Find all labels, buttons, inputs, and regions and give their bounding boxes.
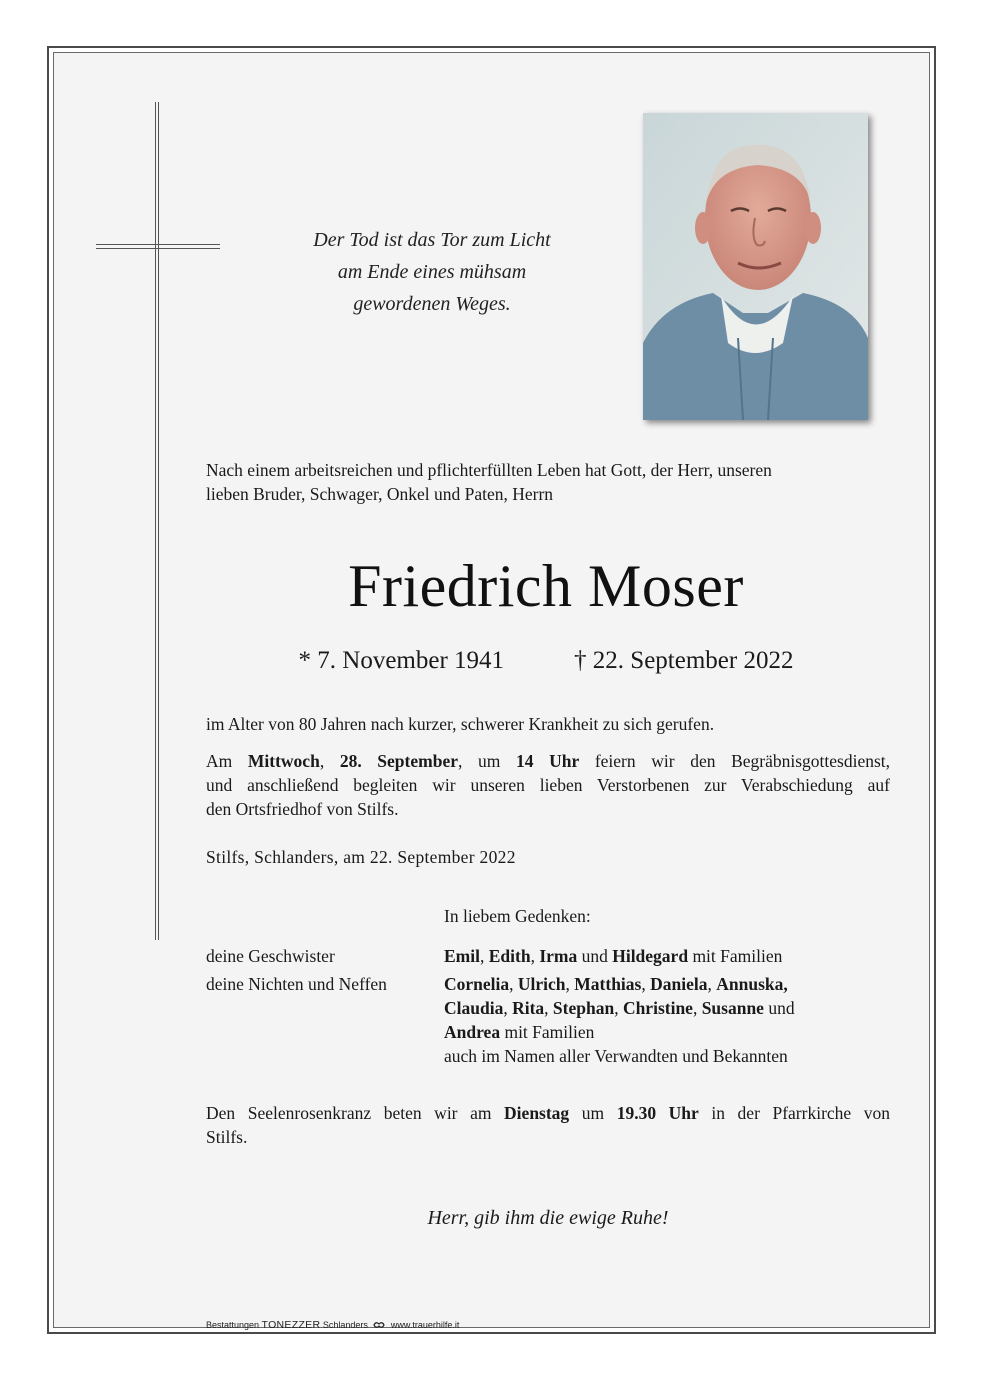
rosary-day: Dienstag [504,1103,570,1123]
deceased-name: Friedrich Moser [348,553,744,619]
footer-imprint: Bestattungen TONEZZER Schlanders www.trauerhilfe.it [206,1319,460,1331]
portrait-icon [643,113,868,420]
age-text: im Alter von 80 Jahren nach kurzer, schwerer Krankheit zu sich gerufen. [206,714,715,734]
trauerhilfe-logo-icon [373,1320,385,1330]
footer-brand: TONEZZER [261,1319,321,1331]
intro-text [206,458,866,506]
funeral-day: Mittwoch [247,751,320,771]
intro-line: Nach einem arbeitsreichen und pflichterfüllten Leben hat Gott, der Herr, unseren [206,460,772,480]
mourners-closing-line: auch im Namen aller Verwandten und Bekannten [444,1046,788,1066]
quote-line: gewordenen Weges. [353,293,511,315]
death-date: † 22. September 2022 [574,647,794,674]
quote [262,224,602,320]
funeral-date: 28. September [339,751,458,771]
mourners-label: In liebem Gedenken: [444,906,591,926]
life-dates [206,644,886,678]
funeral-time: 14 Uhr [515,751,580,771]
nieces-names: Cornelia, Ulrich, Matthias, Daniela, Annuska, Claudia, Rita, Stephan, Christine, Susanne und Andrea mit Familien auch im Namen aller Verwandten und Bekannten [444,972,864,1068]
footer-url[interactable]: www.trauerhilfe.it [390,1320,460,1330]
quote-line: am Ende eines mühsam [337,261,527,283]
siblings-names: Emil, Edith, Irma und Hildegard mit Familien [444,946,783,966]
closing-prayer: Herr, gib ihm die ewige Ruhe! [427,1207,669,1229]
rosary-paragraph: Den Seelenrosenkranz beten wir am Dienstag um 19.30 Uhr in der Pfarrkirche von Stilfs. [206,1103,890,1147]
funeral-paragraph: Am Mittwoch, 28. September, um 14 Uhr feiern wir den Begräbnisgottesdienst, und anschließend begleiten wir unseren lieben Verstorbenen zur Verabschiedung auf den Ortsfriedhof von Stilfs. [206,751,891,819]
place-date: Stilfs, Schlanders, am 22. September 2022 [206,847,516,867]
quote-line: Der Tod ist das Tor zum Licht [313,229,551,251]
siblings-label: deine Geschwister [206,946,335,966]
rosary-time: 19.30 Uhr [616,1103,699,1123]
intro-line: lieben Bruder, Schwager, Onkel und Paten, Herrn [206,484,554,504]
nieces-label: deine Nichten und Neffen [206,974,387,994]
birth-date: * 7. November 1941 [298,647,505,674]
portrait-photo [643,113,868,420]
